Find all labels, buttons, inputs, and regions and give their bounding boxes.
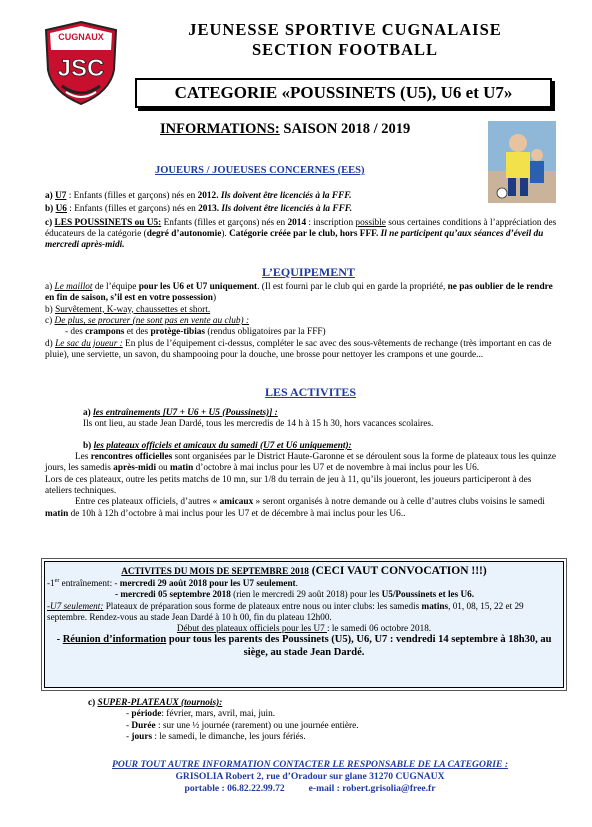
- act-b-label: b) les plateaux officiels et amicaux du samedi (U7 et U6 uniquement):: [83, 440, 352, 451]
- conv-line1: -1er entraînement: - mercredi 29 août 2018 pour les U7 seulement.: [47, 578, 298, 589]
- equip-b: b) Survêtement, K-way, chaussettes et short.: [45, 304, 211, 315]
- act-a-label: a) les entraînements [U7 + U6 + U5 (Poussinets)] :: [83, 408, 278, 418]
- contact-block: [60, 759, 560, 795]
- act-b-p1: Les rencontres officielles sont organisées par le District Haute-Garonne et se déroulent sous la forme de plateaux tous les quinze jours, les samedis après-midi ou matin d’octobre à mai inclus pour les U7 et de novembre à mai inclus pour les U6.: [45, 451, 556, 474]
- conv-line3: -U7 seulement: Plateaux de préparation sous forme de plateaux entre nous ou inter clubs: les samedis matins, 01, 08, 15, 22 et 29 septembre. Rendez-vous au stade Jean Dardé à 10 h 00, fin du plateau 12h00.: [47, 600, 524, 622]
- act-b-p2: Lors de ces plateaux, outre les petits matchs de 10 mn, sur 1/8 du terrain de jeu à 11, qu’ils joueront, les joueurs participeront à des ateliers techniques.: [45, 474, 532, 496]
- contact-address: GRISOLIA Robert 2, rue d’Oradour sur glane 31270 CUGNAUX: [175, 771, 445, 782]
- super-plateaux: [88, 698, 548, 743]
- joueurs-title: JOUEURS / JOUEUSES CONCERNES (EES): [155, 165, 365, 176]
- section-name: SECTION FOOTBALL: [251, 40, 439, 59]
- club-name: JEUNESSE SPORTIVE CUGNALAISE: [188, 20, 502, 39]
- activites-title: LES ACTIVITES: [265, 385, 357, 399]
- super-label: c) SUPER-PLATEAUX (tournois):: [88, 698, 223, 708]
- logo-monogram: JSC: [57, 55, 105, 82]
- act-b-p3: Entre ces plateaux officiels, d’autres « amicaux » seront organisés à notre demande ou à celle d’autres clubs voisins le samedi matin de 10h à 12h d’octobre à mai inclus pour les U7 et de décembre à mai inclus pour les U6..: [45, 497, 545, 519]
- conv-line2: - mercredi 05 septembre 2018 (rien le mercredi 29 août 2018) pour les U5/Poussinets et les U6.: [115, 589, 475, 600]
- category-title: CATEGORIE «POUSSINETS (U5), U6 et U7»: [135, 78, 552, 108]
- info-heading: [160, 121, 410, 139]
- u5-line: c) LES POUSSINETS ou U5: Enfants (filles et garçons) nés en 2014 : inscription possible sous certaines conditions à l’appréciation des éducateurs de la catégorie (degré d’autonomie). Catégorie créée par le club, hors FFF. Il ne participent qu’aux séances d’éveil du mercredi après-midi.: [45, 217, 557, 251]
- equip-d: d) Le sac du joueur : En plus de l’équipement ci-dessus, compléter le sac avec des sous-vêtements de rechange (très important en cas de pluie), une serviette, un savon, du shampooing pour la douche, une brosse pour nettoyer les crampons et une gourde...: [45, 338, 552, 360]
- equipement-section: [45, 282, 560, 361]
- convocation-box: [44, 561, 564, 688]
- u7-line: a) U7 : Enfants (filles et garçons) nés en 2012. Ils doivent être licenciés à la FFF.: [45, 191, 352, 201]
- contact-phone-email: portable : 06.82.22.99.72 e-mail : robert.grisolia@free.fr: [184, 783, 436, 794]
- convocation-title: ACTIVITES DU MOIS DE SEPTEMBRE 2018 (CECI VAUT CONVOCATION !!!): [121, 565, 487, 577]
- conv-line5: - Réunion d’information pour tous les parents des Poussinets (U5), U6, U7 : vendredi 14 septembre à 18h30, au siège, au stade Jean Dardé.: [56, 634, 552, 658]
- club-header: [140, 20, 550, 60]
- club-logo: [42, 20, 120, 106]
- super-jours: - jours : le samedi, le dimanche, les jours fériés.: [126, 731, 306, 742]
- equip-a: a) Le maillot de l’équipe pour les U6 et U7 uniquement. (Il est fourni par le club qui en garde la propriété, ne pas oublier de le rendre en fin de saison, s’il est en votre possession): [45, 282, 553, 304]
- super-duree: - Durée : sur une ½ journée (rarement) ou une journée entière.: [126, 720, 359, 731]
- super-periode: - période: février, mars, avril, mai, juin.: [126, 709, 276, 720]
- equip-c: c) De plus, se procurer (ne sont pas en vente au club) :: [45, 315, 250, 326]
- equip-c-sub: - des crampons et des protège-tibias (rendus obligatoires par la FFF): [65, 327, 326, 338]
- equipement-title: L’EQUIPEMENT: [262, 265, 355, 279]
- u6-line: b) U6 : Enfants (filles et garçons) nés en 2013. Ils doivent être licenciés à la FFF.: [45, 204, 353, 215]
- act-a-text: Ils ont lieu, au stade Jean Dardé, tous les mercredis de 14 h à 15 h 30, hors vacances scolaires.: [83, 419, 434, 430]
- season-label: SAISON 2018 / 2019: [283, 121, 411, 137]
- logo-top-text: CUGNAUX: [58, 32, 104, 42]
- activites-section: [45, 408, 560, 520]
- contact-heading: POUR TOUT AUTRE INFORMATION CONTACTER LE RESPONSABLE DE LA CATEGORIE :: [111, 759, 509, 770]
- conv-line4: Début des plateaux officiels pour les U7 : le samedi 06 octobre 2018.: [176, 622, 432, 633]
- players-section: [45, 191, 560, 252]
- info-label: INFORMATIONS:: [160, 121, 280, 137]
